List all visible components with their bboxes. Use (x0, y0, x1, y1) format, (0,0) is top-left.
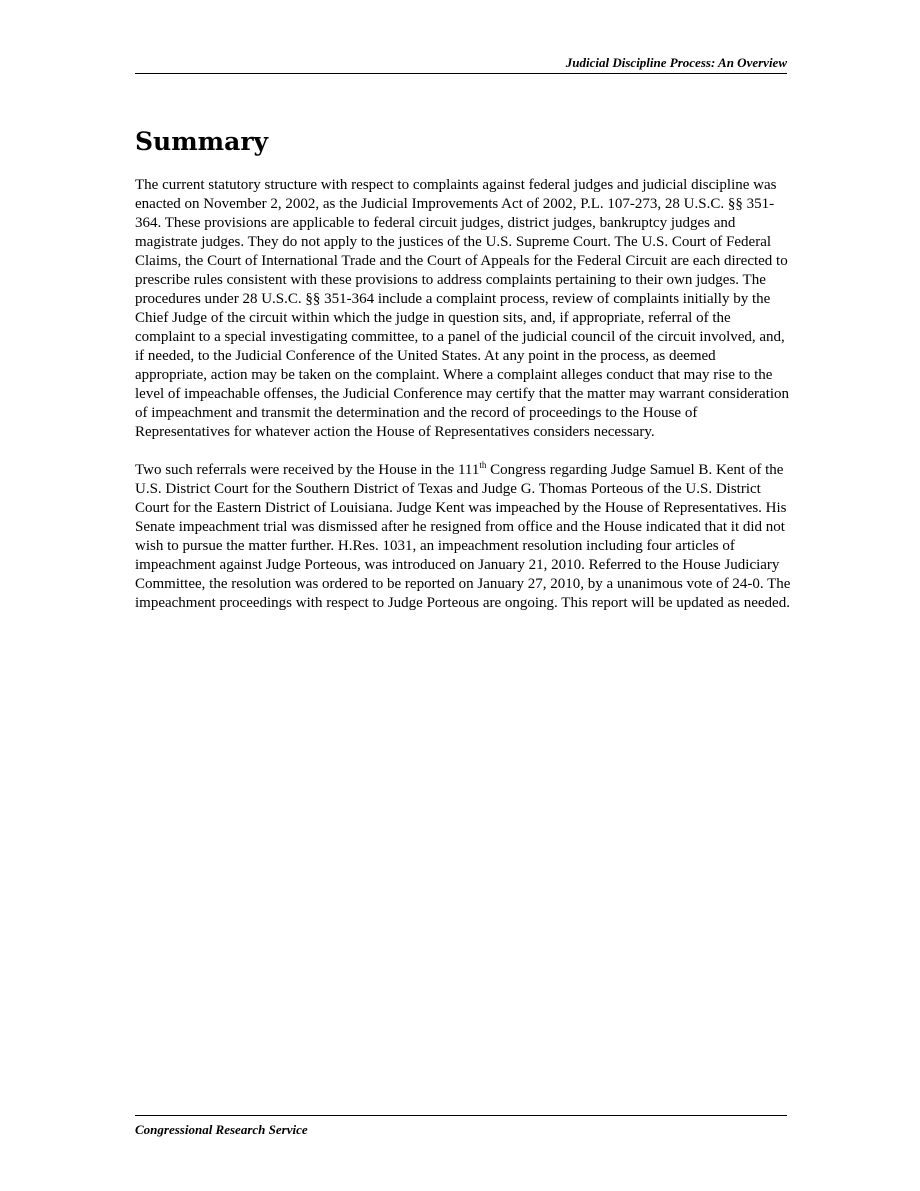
summary-body (135, 176, 791, 632)
summary-paragraph-2 (135, 461, 791, 613)
running-header (135, 54, 787, 74)
running-footer (135, 1115, 787, 1139)
paragraph-2-text-start: Two such referrals were received by the House in the 111 (135, 462, 480, 478)
header-title: Judicial Discipline Process: An Overview (565, 55, 787, 70)
section-heading: Summary (135, 127, 269, 156)
summary-paragraph-1: The current statutory structure with respect to complaints against federal judges and judicial discipline was enacted on November 2, 2002, as the Judicial Improvements Act of 2002, P.L. 107-273, 28 U.S.C. §§ 351-364. These provisions are applicable to federal circuit judges, district judges, bankruptcy judges and magistrate judges. They do not apply to the justices of the U.S. Supreme Court. The U.S. Court of Federal Claims, the Court of International Trade and the Court of Appeals for the Federal Circuit are each directed to prescribe rules consistent with these provisions to address complaints pertaining to their own judges. The procedures under 28 U.S.C. §§ 351-364 include a complaint process, review of complaints initially by the Chief Judge of the circuit within which the judge in question sits, and, if appropriate, referral of the complaint to a special investigating committee, to a panel of the judicial council of the circuit involved, and, if needed, to the Judicial Conference of the United States. At any point in the process, as deemed appropriate, action may be taken on the complaint. Where a complaint alleges conduct that may rise to the level of impeachable offenses, the Judicial Conference may certify that the matter may warrant consideration of impeachment and transmit the determination and the record of proceedings to the House of Representatives for whatever action the House of Representatives considers necessary. (135, 177, 790, 440)
paragraph-2-text-end: Congress regarding Judge Samuel B. Kent of the U.S. District Court for the Southern District of Texas and Judge G. Thomas Porteous of the U.S. District Court for the Eastern District of Louisiana. Judge Kent was impeached by the House of Representatives. His Senate impeachment trial was dismissed after he resigned from office and the House indicated that it did not wish to pursue the matter further. H.Res. 1031, an impeachment resolution including four articles of impeachment against Judge Porteous, was introduced on January 21, 2010. Referred to the House Judiciary Committee, the resolution was ordered to be reported on January 27, 2010, by a unanimous vote of 24-0. The impeachment proceedings with respect to Judge Porteous are ongoing. This report will be updated as needed. (135, 462, 791, 611)
ordinal-suffix: th (479, 460, 487, 470)
footer-organization: Congressional Research Service (135, 1122, 308, 1137)
